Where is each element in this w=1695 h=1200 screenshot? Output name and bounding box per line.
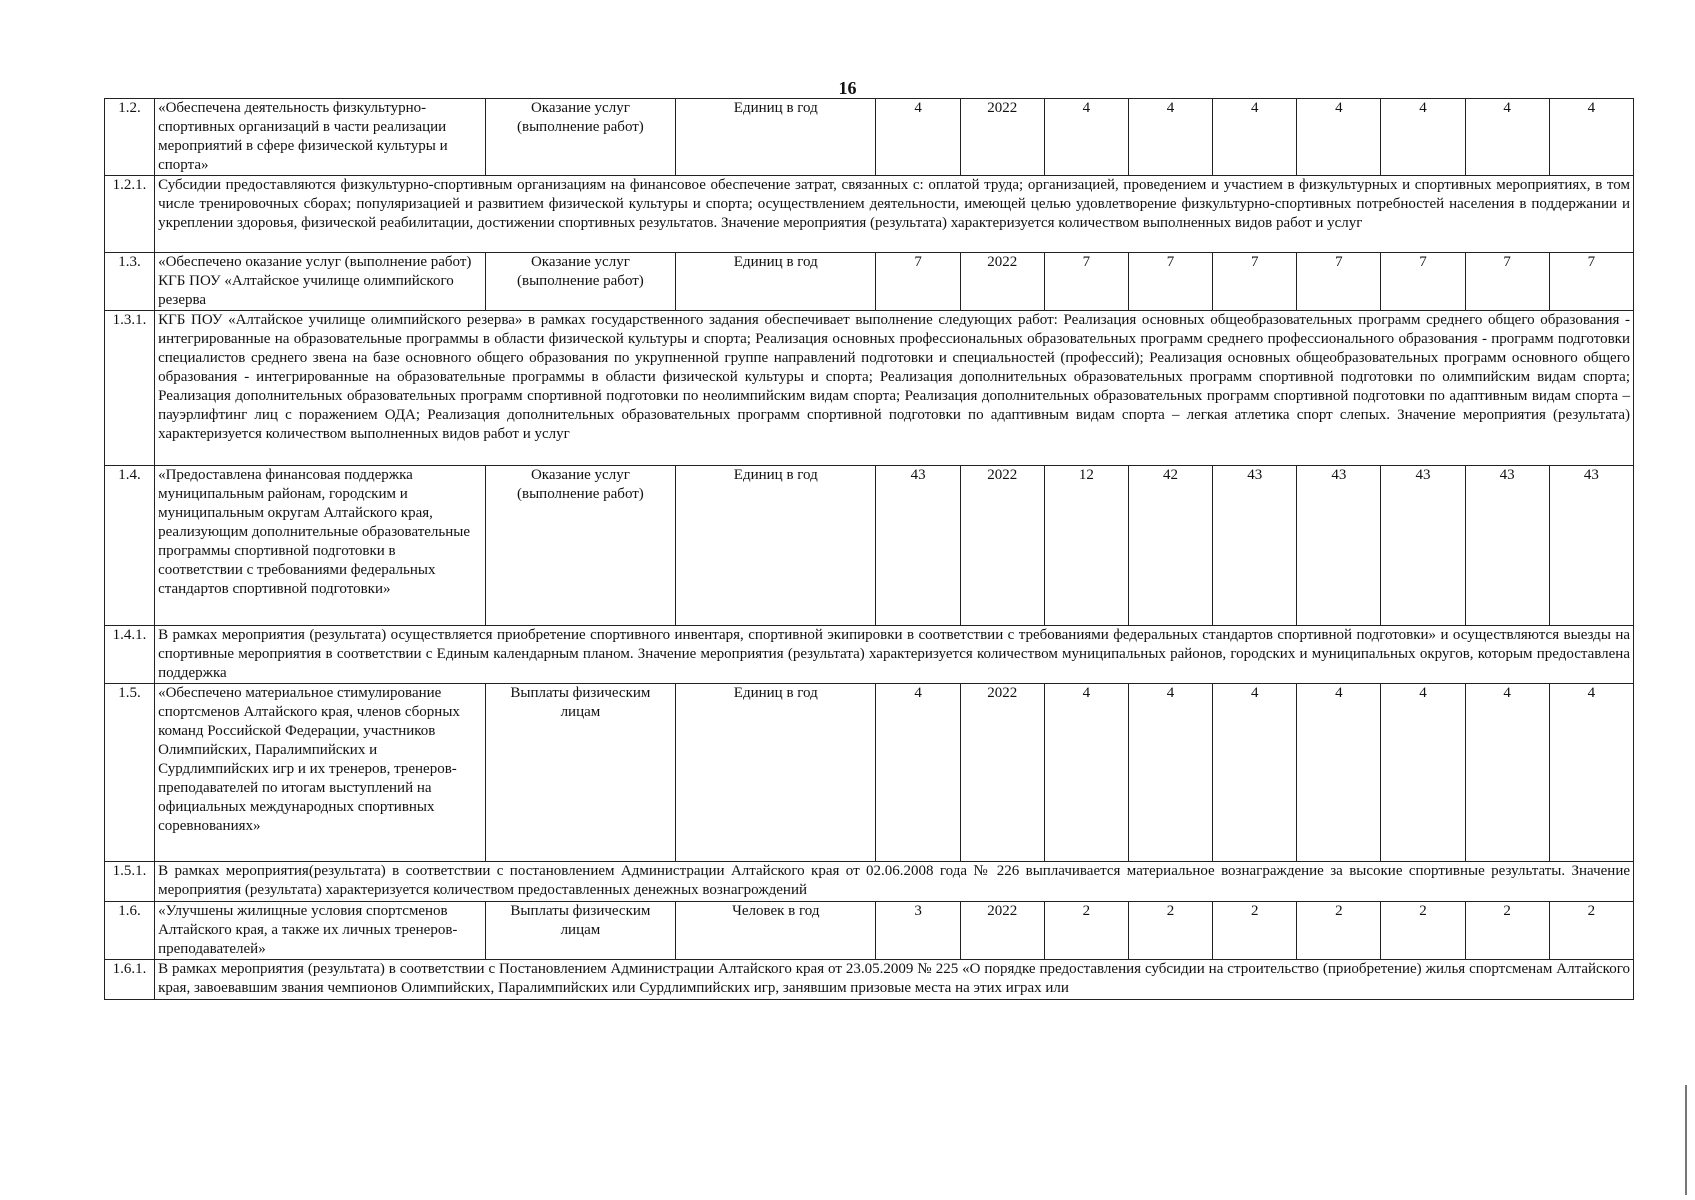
value-cell: 4: [1297, 684, 1381, 862]
value-cell: 2: [1213, 902, 1297, 960]
unit: Единиц в год: [676, 253, 876, 311]
value-cell: 4: [1465, 684, 1549, 862]
value-cell: 7: [1213, 253, 1297, 311]
value-cell: 43: [1465, 466, 1549, 626]
service-type: Выплаты физическим лицам: [485, 684, 675, 862]
table-row: [105, 626, 1634, 684]
indicators-table: [104, 98, 1634, 1000]
value-cell: 7: [1128, 253, 1212, 311]
result-name: «Улучшены жилищные условия спортсменов Алтайского края, а также их личных тренеров-преподавателей»: [155, 902, 486, 960]
value-cell: 4: [1213, 684, 1297, 862]
value-cell: 43: [1297, 466, 1381, 626]
base-value: 7: [876, 253, 960, 311]
value-cell: 12: [1044, 466, 1128, 626]
table-row: [105, 960, 1634, 1000]
value-cell: 4: [1549, 99, 1633, 176]
value-cell: 7: [1549, 253, 1633, 311]
value-cell: 4: [1128, 99, 1212, 176]
page-number: 16: [838, 78, 857, 98]
value-cell: 4: [1297, 99, 1381, 176]
value-cell: 2: [1297, 902, 1381, 960]
base-year: 2022: [960, 253, 1044, 311]
row-number: 1.2.1.: [105, 176, 155, 253]
table-row: [105, 311, 1634, 466]
table-row: [105, 466, 1634, 626]
description-text: КГБ ПОУ «Алтайское училище олимпийского резерва» в рамках государственного задания обеспечивает выполнение следующих работ: Реализация основных общеобразовательных программ среднего общего образования - интегрированные на образовательные программы в области физической культуры и спорта; Реализация основных профессиональных образовательных программ среднего профессионального образования - программ подготовки специалистов среднего звена на базе основного общего образования по укрупненной группе направлений подготовки и специальностей (профессий); Реализация основных общеобразовательных программ основного общего образования - интегрированные на образовательные программы в области физической культуры и спорта; Реализация дополнительных образовательных программ спортивной подготовки по олимпийским видам спорта; Реализация дополнительных образовательных программ спортивной подготовки по неолимпийским видам спорта; Реализация дополнительных образовательных программ спортивной подготовки по адаптивным видам спорта – пауэрлифтинг лиц с поражением ОДА; Реализация дополнительных образовательных программ спортивной подготовки по адаптивным видам спорта – легкая атлетика спорт слепых. Значение мероприятия (результата) характеризуется количеством выполненных видов работ и услуг: [155, 311, 1634, 466]
value-cell: 4: [1128, 684, 1212, 862]
value-cell: 2: [1128, 902, 1212, 960]
base-value: 43: [876, 466, 960, 626]
value-cell: 4: [1044, 99, 1128, 176]
value-cell: 7: [1381, 253, 1465, 311]
description-text: В рамках мероприятия (результата) осуществляется приобретение спортивного инвентаря, спортивной экипировки в соответствии с требованиями федеральных стандартов спортивной подготовки» и осуществляются выезды на спортивные мероприятия в соответствии с Единым календарным планом. Значение мероприятия (результата) характеризуется количеством муниципальных районов, городских и муниципальных округов, которым предоставлена поддержка: [155, 626, 1634, 684]
table-row: [105, 902, 1634, 960]
value-cell: 43: [1549, 466, 1633, 626]
base-value: 4: [876, 684, 960, 862]
value-cell: 43: [1381, 466, 1465, 626]
value-cell: 2: [1465, 902, 1549, 960]
result-name: «Обеспечено оказание услуг (выполнение работ) КГБ ПОУ «Алтайское училище олимпийского резерва: [155, 253, 486, 311]
service-type: Выплаты физическим лицам: [485, 902, 675, 960]
result-name: «Предоставлена финансовая поддержка муниципальным районам, городским и муниципальным округам Алтайского края, реализующим дополнительные образовательные программы спортивной подготовки в соответствии с требованиями федеральных стандартов спортивной подготовки»: [155, 466, 486, 626]
description-text: Субсидии предоставляются физкультурно-спортивным организациям на финансовое обеспечение затрат, связанных с: оплатой труда; организацией, проведением и участием в физкультурных и спортивных мероприятиях, в том числе тренировочных сборах; популяризацией и развитием физической культуры и спорта; осуществлением деятельности, имеющей целью удовлетворение физкультурно-спортивных потребностей населения в поддержании и укреплении здоровья, физической реабилитации, достижении спортивных результатов. Значение мероприятия (результата) характеризуется количеством выполненных видов работ и услуг: [155, 176, 1634, 253]
row-number: 1.3.1.: [105, 311, 155, 466]
value-cell: 7: [1297, 253, 1381, 311]
service-type: Оказание услуг (выполнение работ): [485, 466, 675, 626]
row-number: 1.6.: [105, 902, 155, 960]
value-cell: 4: [1465, 99, 1549, 176]
row-number: 1.6.1.: [105, 960, 155, 1000]
row-number: 1.4.1.: [105, 626, 155, 684]
value-cell: 43: [1213, 466, 1297, 626]
value-cell: 4: [1381, 99, 1465, 176]
base-value: 4: [876, 99, 960, 176]
value-cell: 4: [1213, 99, 1297, 176]
table-row: [105, 176, 1634, 253]
row-number: 1.3.: [105, 253, 155, 311]
unit: Человек в год: [676, 902, 876, 960]
value-cell: 2: [1549, 902, 1633, 960]
value-cell: 4: [1044, 684, 1128, 862]
result-name: «Обеспечена деятельность физкультурно-спортивных организаций в части реализации мероприятий в сфере физической культуры и спорта»: [155, 99, 486, 176]
row-number: 1.5.1.: [105, 862, 155, 902]
unit: Единиц в год: [676, 99, 876, 176]
base-year: 2022: [960, 466, 1044, 626]
service-type: Оказание услуг (выполнение работ): [485, 99, 675, 176]
value-cell: 7: [1465, 253, 1549, 311]
description-text: В рамках мероприятия (результата) в соответствии с Постановлением Администрации Алтайского края от 23.05.2009 № 225 «О порядке предоставления субсидии на строительство (приобретение) жилья спортсменам Алтайского края, завоевавшим звания чемпионов Олимпийских, Паралимпийских или Сурдлимпийских игр, занявшим призовые места на этих играх или: [155, 960, 1634, 1000]
unit: Единиц в год: [676, 684, 876, 862]
base-value: 3: [876, 902, 960, 960]
scan-edge-line: [1685, 1085, 1687, 1195]
table-row: [105, 684, 1634, 862]
table-row: [105, 862, 1634, 902]
result-name: «Обеспечено материальное стимулирование спортсменов Алтайского края, членов сборных команд Российской Федерации, участников Олимпийских, Паралимпийских и Сурдлимпийских игр и их тренеров, тренеров-преподавателей по итогам выступлений на официальных международных спортивных соревнованиях»: [155, 684, 486, 862]
value-cell: 4: [1381, 684, 1465, 862]
table-row: [105, 99, 1634, 176]
base-year: 2022: [960, 902, 1044, 960]
value-cell: 2: [1044, 902, 1128, 960]
service-type: Оказание услуг (выполнение работ): [485, 253, 675, 311]
row-number: 1.4.: [105, 466, 155, 626]
base-year: 2022: [960, 684, 1044, 862]
table-row: [105, 253, 1634, 311]
row-number: 1.5.: [105, 684, 155, 862]
unit: Единиц в год: [676, 466, 876, 626]
value-cell: 4: [1549, 684, 1633, 862]
base-year: 2022: [960, 99, 1044, 176]
description-text: В рамках мероприятия(результата) в соответствии с постановлением Администрации Алтайского края от 02.06.2008 года № 226 выплачивается материальное вознаграждение за высокие спортивные результаты. Значение мероприятия (результата) характеризуется количеством предоставленных денежных вознагрождений: [155, 862, 1634, 902]
value-cell: 2: [1381, 902, 1465, 960]
row-number: 1.2.: [105, 99, 155, 176]
value-cell: 7: [1044, 253, 1128, 311]
value-cell: 42: [1128, 466, 1212, 626]
